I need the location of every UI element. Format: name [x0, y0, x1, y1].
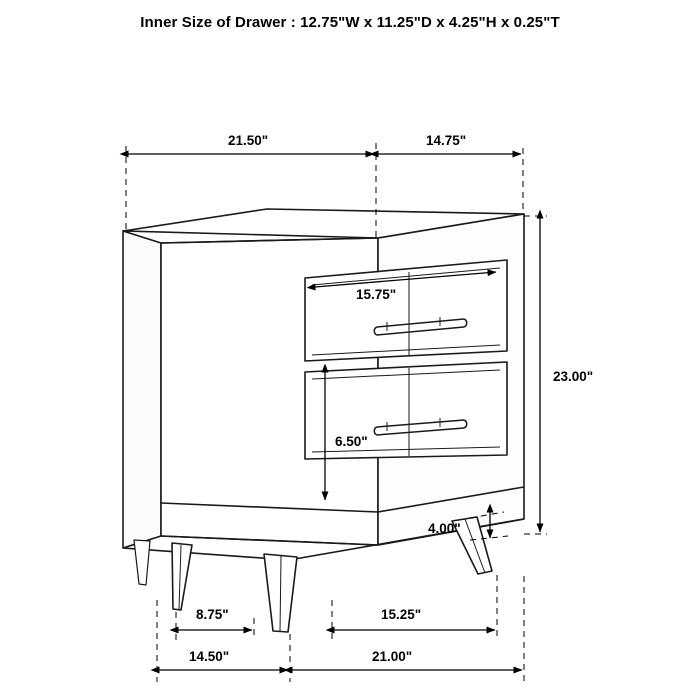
dim-label-base-width: 21.00"	[372, 649, 413, 664]
dim-label-top-width-side: 14.75"	[426, 133, 467, 148]
dim-label-leg-height: 4.00"	[428, 521, 461, 536]
dim-label-base-depth: 14.50"	[189, 649, 230, 664]
dim-label-upper-drawer-width: 15.75"	[356, 287, 397, 302]
dim-label-overall-height: 23.00"	[553, 369, 594, 384]
dim-label-lower-drawer-height: 6.50"	[335, 434, 368, 449]
dim-label-top-width-front: 21.50"	[228, 133, 269, 148]
dim-label-side-leg-span: 15.25"	[381, 607, 422, 622]
dim-label-front-leg-span: 8.75"	[196, 607, 229, 622]
page-title: Inner Size of Drawer : 12.75"W x 11.25"D x 4.25"H x 0.25"T	[140, 14, 560, 31]
nightstand-illustration	[123, 209, 524, 632]
